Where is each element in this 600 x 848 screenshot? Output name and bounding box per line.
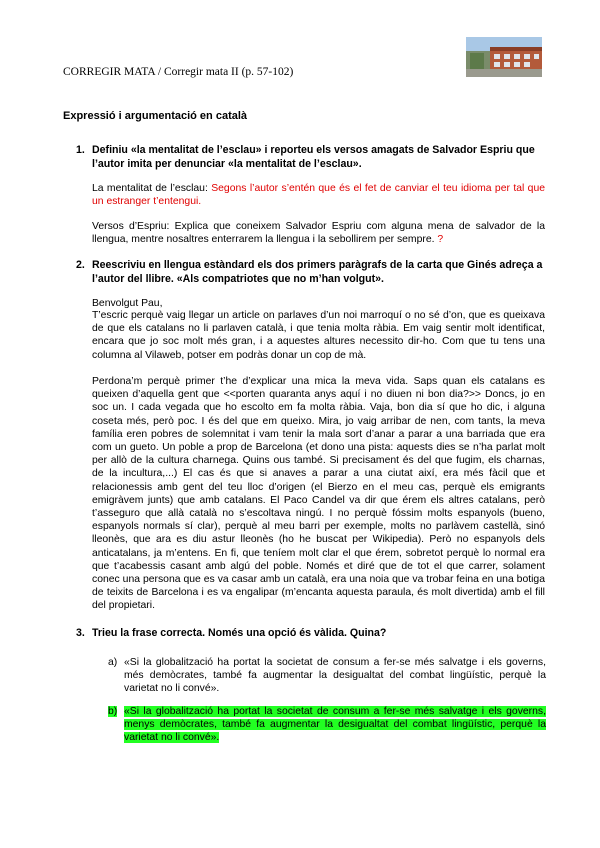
answer-2-mark: ? [434, 234, 444, 246]
building-image [466, 37, 542, 77]
question-3-text: Trieu la frase correcta. Només una opció és vàlida. Quina? [92, 627, 387, 639]
answer-1-versos [92, 220, 545, 246]
header-title: CORREGIR MATA / Corregir mata II (p. 57-102) [63, 66, 294, 78]
question-3-number: 3. [76, 627, 85, 639]
answer-1-mentalitat [92, 182, 545, 208]
question-2 [76, 259, 546, 286]
section-title: Expressió i argumentació en català [63, 110, 248, 122]
building-photo [466, 37, 542, 77]
letter-greeting: Benvolgut Pau, [92, 298, 163, 309]
question-1-number: 1. [76, 144, 85, 156]
question-2-number: 2. [76, 259, 85, 271]
letter-paragraph-2: Perdona’m perquè primer t’he d’explicar una mica la meva vida. Saps quan els catalans es queixen d’aquella gent que <<porten quaranta anys aquí i no diuen ni bon dia?>> Doncs, jo en soc un. I cada vegada que ho escolto em fa molta ràbia. Vaja, bon dia sí que ho dic, i alguna coseta més, però poc. I és del que em queixo. Mira, jo vaig arribar de nen, com tants, la meva família eren pobres de solemnitat i vam tenir la mala sort d’anar a parar a una barriada que era com un gueto. Un poble a prop de Barcelona (et dono una pista: aquests dies se n’ha parlat molt per allò de la cultura charnega. Quins ous també. Si precisament és del que fugim, els charnas, de la incultura,...) El cas és que si anaves a parar a una ciutat així, era més fàcil que et relacionessis amb gent del teu lloc d’origen (el Bierzo en el meu cas, perquè els emigrants emigràvem junts) que amb catalans. El Paco Candel va dir que érem els altres catalans, però t’asseguro que allà català no s’escoltava ningú. I no perquè fóssim molts espanyols (bueno, espanyols normals sí clar), perquè al meu barri per exemple, molts no parlàvem castellà, sinó lleonès, que ara es diu astur lleonès (ho he buscat per Wikipedia). Però no espanyols dels anticatalans, ja m’entens. En fi, que teníem molt clar el que érem, sobretot perquè lo normal era que t’acabessis casant amb algú del poble. Només et diré que de tot el que carrer, solament conec una persona que es va casar amb un català, era una noia que va trobar feina en una botiga de teixits de Barcelona i es va engalipar (m’encanta aquesta paraula, és molt divertida) amb el fill del propietari. [92, 376, 545, 612]
answer-2-label: Versos d’Espriu: [92, 221, 175, 232]
question-1-text: Definiu «la mentalitat de l’esclau» i reporteu els versos amagats de Salvador Espriu que l’autor imita per denunciar «la mentalitat de l’esclau». [92, 144, 535, 170]
option-b-label[interactable] [108, 705, 117, 718]
option-b-label-highlight: b) [108, 706, 118, 717]
letter-paragraph-1: T’escric perquè vaig llegar un article on parlaves d’un noi marroquí o no sé d’on, que es queixava de que els catalans no li parlaven català, i que tenia molta ràbia. Em vaig sentir molt identificat, encara que jo soc molt més gran, i a aquestes altures necessito dir-ho. Com que tu tens una columna al Vilaweb, potser em podràs donar un cop de mà. [92, 310, 545, 361]
question-3 [76, 627, 546, 641]
answer-1-label: La mentalitat de l’esclau: [92, 183, 212, 194]
question-1 [76, 144, 546, 171]
option-b-text[interactable] [124, 705, 546, 745]
answer-2-text: Explica que coneixem Salvador Espriu com alguna mena de salvador de la llengua, mentre nosaltres enterrarem la llengua i la sebollirem per sempre. [92, 221, 546, 246]
option-b-text-highlight: «Si la globalització ha portat la societat de consum a fer-se més salvatge i els governs, menys demòcrates, també fa augmentar la desigualtat del combat lingüístic, perquè la varietat no li convé». [124, 706, 546, 744]
answer-1-text: Segons l’autor s’entén que és el fet de canviar el teu idioma per tal que un estranger t’entengui. [92, 183, 546, 208]
question-2-text: Reescriviu en llengua estàndard els dos primers paràgrafs de la carta que Ginés adreça a l’autor del llibre. «Als compatriotes que no m’han volgut». [92, 259, 543, 285]
option-a-label[interactable]: a) [108, 657, 118, 668]
option-a-text[interactable]: «Si la globalització ha portat la societat de consum a fer-se més salvatge i els governs, més demòcrates, també fa augmentar la desigualtat del combat lingüístic, perquè la varietat no li convé». [124, 657, 546, 695]
